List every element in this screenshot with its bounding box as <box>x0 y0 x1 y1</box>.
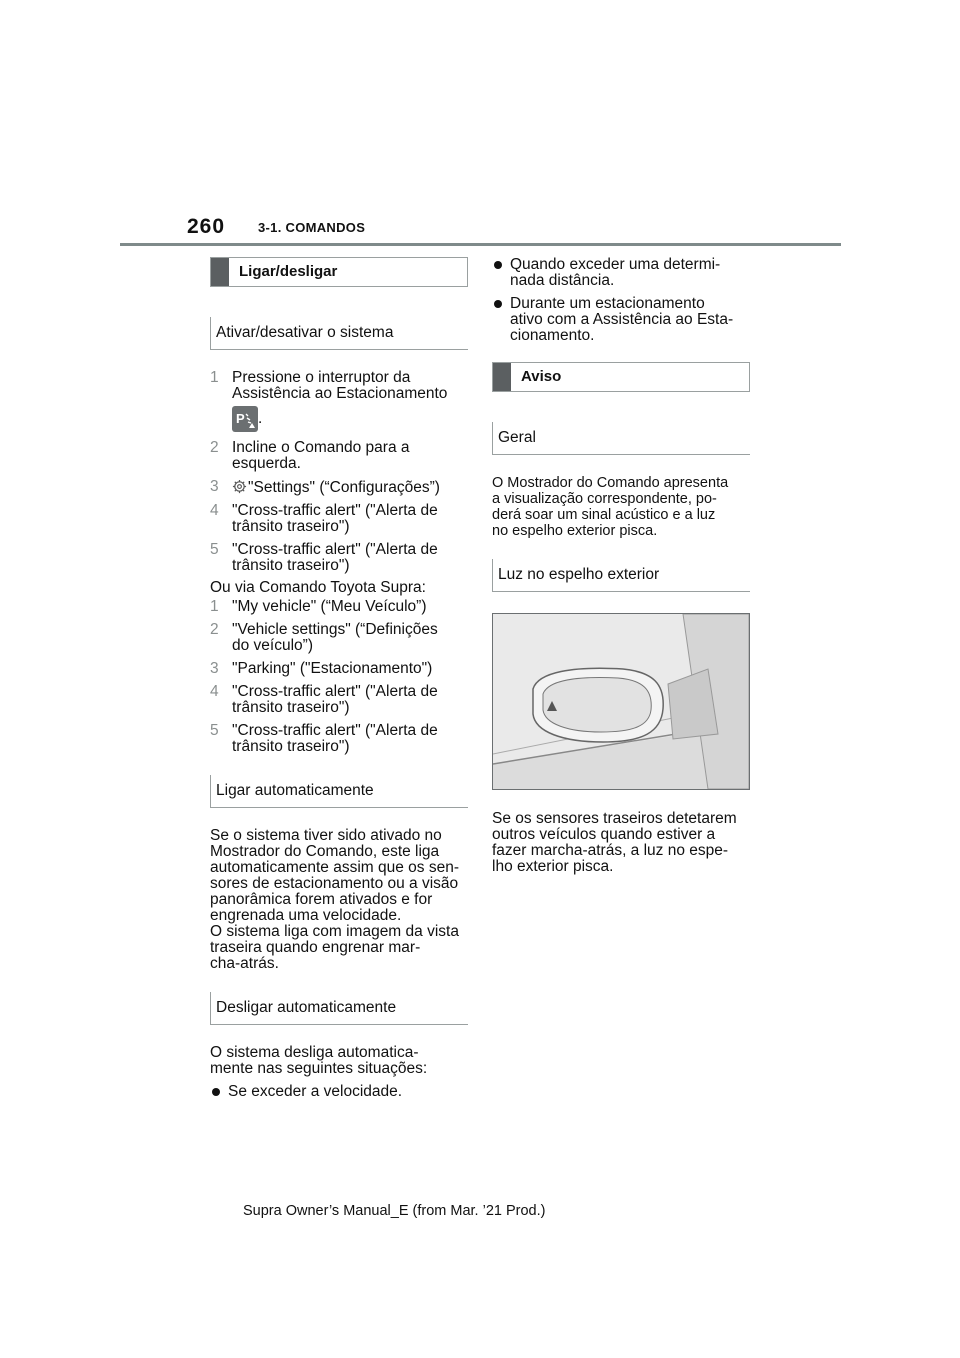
right-column <box>492 257 750 344</box>
chapter-title: 3-1. COMANDOS <box>258 220 366 235</box>
section-heading-warning <box>492 362 750 392</box>
left-column <box>210 257 468 1100</box>
step-item: 3 "Parking" ("Estacionamento") <box>210 660 433 677</box>
bullet-item: Durante um estacionamento ativo com a Assistência ao Esta- cionamento. <box>492 296 750 344</box>
mirror-illustration <box>492 613 750 790</box>
step-item: 5 "Cross-traffic alert" ("Alerta de trânsito traseiro") <box>210 541 438 574</box>
bullet-item: Quando exceder uma determi- nada distância. <box>492 257 750 289</box>
mirror-paragraph: Se os sensores traseiros detetarem outros veículos quando estiver a fazer marcha-atrás, a luz no espe- lho exterior pisca. <box>492 810 737 875</box>
step-item: 5 "Cross-traffic alert" ("Alerta de trânsito traseiro") <box>210 722 438 755</box>
auto-on-paragraph: Se o sistema tiver sido ativado no Mostrador do Comando, este liga automaticamente assim que os sen- sores de estacionamento ou a visão panorâmica forem ativados e for engrenada uma velocidade. O sistema liga com imagem da vista traseira quando engrenar mar- cha-atrás. <box>210 827 459 972</box>
section-tab <box>211 258 229 286</box>
subheading-activate: Ativar/desativar o sistema <box>210 317 468 350</box>
subheading-auto-off: Desligar automaticamente <box>210 992 468 1025</box>
gear-icon <box>232 479 247 494</box>
subheading-auto-on: Ligar automaticamente <box>210 775 468 808</box>
park-assist-icon <box>232 406 258 432</box>
svg-text:P: P <box>236 411 245 426</box>
subheading-mirror-light: Luz no espelho exterior <box>492 559 750 592</box>
footer-text: Supra Owner’s Manual_E (from Mar. ’21 Prod.) <box>243 1203 546 1219</box>
bullet-item: Se exceder a velocidade. <box>210 1084 468 1100</box>
step-item: 1 "My vehicle" (“Meu Veículo”) <box>210 598 427 615</box>
auto-off-paragraph: O sistema desliga automatica- mente nas seguintes situações: <box>210 1044 428 1077</box>
header-divider <box>120 243 841 246</box>
step-item: 3 "Settings" (“Configurações”) <box>210 478 440 496</box>
step-item: 2 Incline o Comando para a esquerda. <box>210 439 410 472</box>
right-column-lower <box>492 362 750 592</box>
subheading-general: Geral <box>492 422 750 455</box>
section-title: Aviso <box>521 368 562 385</box>
section-tab <box>493 363 511 391</box>
step-item: 4 "Cross-traffic alert" ("Alerta de trânsito traseiro") <box>210 502 438 535</box>
step-item: 4 "Cross-traffic alert" ("Alerta de trânsito traseiro") <box>210 683 438 716</box>
general-paragraph: O Mostrador do Comando apresenta a visualização correspondente, po- derá soar um sinal acústico e a luz no espelho exterior pisca. <box>492 475 729 539</box>
section-title: Ligar/desligar <box>239 263 338 280</box>
step-item: 2 "Vehicle settings" (“Definições do veículo”) <box>210 621 438 654</box>
via-text: Ou via Comando Toyota Supra: <box>210 579 426 596</box>
mirror-paragraph-wrap <box>492 811 750 875</box>
page-number: 260 <box>187 215 226 238</box>
section-heading-on-off <box>210 257 468 287</box>
step-item: 1 Pressione o interruptor da Assistência ao Estacionamento P . <box>210 370 468 432</box>
